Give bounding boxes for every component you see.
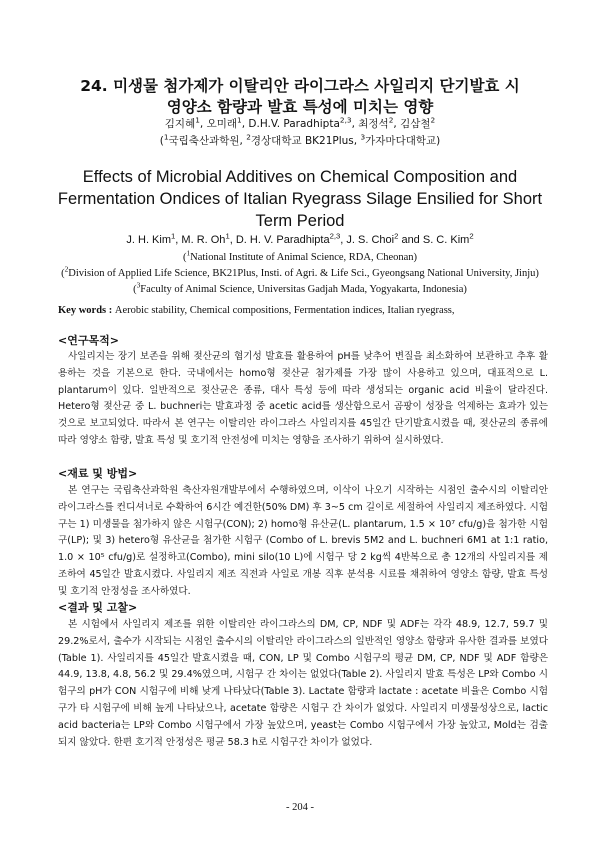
korean-affiliations: ($^1$국립축산과학원, $^2$경상대학교 BK21Plus, $^3$가자마다대학교) xyxy=(159,132,441,147)
author-ko-1: 김지혜$^1$, xyxy=(164,115,207,130)
author-en-3: D. H. V. Paradhipta$^{2,3}$, xyxy=(235,231,347,246)
author-ko-4: 최정석$^2$, xyxy=(358,115,401,130)
english-title-line-3: Term Period xyxy=(255,212,345,230)
english-affiliation-1: ($^1$National Institute of Animal Science, RDA, Cheonan) xyxy=(182,248,418,263)
methods-heading: <재료 및 방법> xyxy=(58,467,138,480)
english-title-line-2: Fermentation Ondices of Italian Ryegrass Silage Ensilied for Short xyxy=(57,190,543,208)
methods-paragraph: 본 연구는 국립축산과학원 축산자원개발부에서 수행하였으며, 이삭이 나오기 시작하는 시점인 출수시의 이탈리안 라이그라스를 컨디셔너로 수확하여 6시간 예건한(50% DM) 후 3~5 cm 길이로 세절하여 사일리지 제조하였다. 시험구는 1) 미생물을 첨가하지 않은 시험구(CON); 2) homo형 유산균(L. plantarum, 1.5 × 10⁷ cfu/g)을 첨가한 시험구(LP); 및 3) hetero형 유산균을 첨가한 시험구 (Combo of L. brevis 5M2 and L. buchneri 6M1 at 1:1 ratio, 1.0 × 10⁵ cfu/g)로 설정하고(Combo), mini silo(10 L)에 시험구 당 2 kg씩 4반복으로 총 12개의 사일리지를 제조하여 45일간 발효시켰다. 사일리지 제조 직전과 사일로 개봉 직후 분석용 시료를 채취하여 영양소 함량, 발효 특성 및 호기적 안정성을 조사하였다. xyxy=(58,485,548,597)
author-en-4: J. S. Choi$^2$ and xyxy=(346,231,423,246)
keywords-text: Aerobic stability, Chemical compositions, Fermentation indices, Italian ryegrass, xyxy=(114,305,455,316)
english-title xyxy=(40,166,560,232)
english-title-line-1: Effects of Microbial Additives on Chemical Composition and xyxy=(82,168,518,186)
objective-paragraph: 사일리지는 장기 보존을 위해 젖산균의 혐기성 발효를 활용하여 pH를 낮추어 변질을 최소화하여 보관하고 추후 활용하는 것을 기본으로 한다. 국내에서는 homo형 젖산균 첨가제를 가장 많이 사용하고 있으며, 대표적으로 L. plantarum이 있다. 일반적으로 젖산균은 종류, 대사 특성 등에 따라 생성되는 organic acid 비율이 달라진다. Hetero형 젖산균 중 L. buchneri는 발효과정 중 acetic acid를 생산함으로서 곰팡이 성장을 억제하는 효과가 있는 것으로 보고되었다. 따라서 본 연구는 이탈리안 라이그라스 사일리지를 45일간 단기발효시켰을 때, 젖산균의 종류에 따라 영양소 함량, 발효 특성 및 호기적 안전성에 미치는 영향을 조사하기 위하여 실시하였다. xyxy=(58,351,548,446)
english-affiliation-2: ($^2$Division of Applied Life Science, BK21Plus, Insti. of Agri. & Life Sci., Gyeongsang National University, Jinju) xyxy=(61,264,539,279)
korean-author-list xyxy=(40,117,560,132)
english-affiliation-3: ($^3$Faculty of Animal Science, Universitas Gadjah Mada, Yogyakarta, Indonesia) xyxy=(133,280,467,295)
korean-title xyxy=(40,76,560,118)
author-ko-2: 오미래$^1$, xyxy=(206,115,249,130)
keywords-line xyxy=(58,304,548,318)
author-en-1: J. H. Kim$^1$, xyxy=(126,231,182,246)
author-ko-3: D.H.V. Paradhipta$^{2,3}$, xyxy=(248,115,359,130)
objective-heading: <연구목적> xyxy=(58,334,119,347)
page-number: - 204 - xyxy=(286,802,314,813)
korean-title-line-2: 영양소 함량과 발효 특성에 미치는 영향 xyxy=(166,98,434,116)
results-paragraph: 본 시험에서 사일리지 제조를 위한 이탈리안 라이그라스의 DM, CP, NDF 및 ADF는 각각 48.9, 12.7, 59.7 및 29.2%로서, 출수가 시작되는 시점인 출수시의 이탈리안 라이그라스의 일반적인 영양소 함량과 유사한 결과를 보였다(Table 1). 사일리지를 45일간 발효시켰을 때, CON, LP 및 Combo 시험구의 평균 DM, CP, NDF 및 ADF 함량은 44.9, 13.8, 4.8, 56.2 및 29.4%였으며, 시험구 간 차이는 없었다(Table 2). 사일리지 발효 특성은 LP와 Combo 시험구의 pH가 CON 시험구에 비해 낮게 나타났다(Table 3). Lactate 함량과 lactate : acetate 비율은 Combo 시험구가 타 시험구에 비해 높게 나타났으나, acetate 함량은 시험구 간 차이가 없었다. 사일리지 미생물성상으로, lactic acid bacteria는 LP와 Combo 시험구에서 가장 높았으며, yeast는 Combo 시험구에서 가장 높았고, Mold는 검출되지 않았다. 한편 호기적 안정성은 평균 58.3 h로 시험구간 차이가 없었다. xyxy=(58,619,548,748)
keywords-label: Key words : xyxy=(58,305,115,316)
korean-title-line-1: 24. 미생물 첨가제가 이탈리안 라이그라스 사일리지 단기발효 시 xyxy=(80,77,520,95)
results-heading: <결과 및 고찰> xyxy=(58,601,138,614)
author-en-2: M. R. Oh$^1$, xyxy=(181,231,236,246)
english-author-list xyxy=(40,233,560,248)
author-en-5: S. C. Kim$^2$ xyxy=(422,231,474,246)
author-ko-5: 김삼철$^2$ xyxy=(400,115,436,130)
